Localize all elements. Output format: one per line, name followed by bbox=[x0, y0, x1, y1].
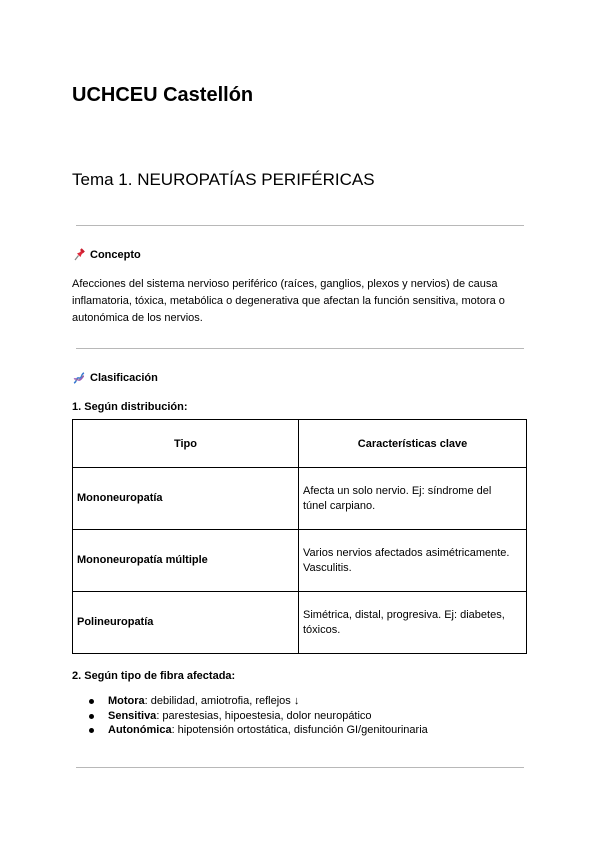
table-cell-tipo: Mononeuropatía múltiple bbox=[73, 530, 299, 592]
list-item-term: Motora bbox=[108, 695, 145, 707]
list-item-term: Autonómica bbox=[108, 724, 172, 736]
fibra-heading: 2. Según tipo de fibra afectada: bbox=[72, 670, 236, 682]
table-cell-caracteristicas bbox=[299, 468, 527, 530]
concepto-heading-label: Concepto bbox=[90, 249, 141, 261]
bullet-icon bbox=[89, 714, 94, 719]
divider bbox=[76, 225, 524, 226]
list-item-term: Sensitiva bbox=[108, 709, 157, 722]
paragraph-line: autonómica de los nervios. bbox=[72, 312, 203, 324]
distribucion-heading: 1. Según distribución: bbox=[72, 401, 188, 413]
table-cell-tipo: Mononeuropatía bbox=[73, 468, 299, 530]
list-item-desc: : debilidad, amiotrofia, reflejos ↓ bbox=[144, 695, 300, 707]
cell-line: Simétrica, distal, progresiva. Ej: diabetes, bbox=[303, 608, 505, 621]
table-row bbox=[73, 592, 527, 654]
cell-line: Vasculitis. bbox=[303, 561, 352, 574]
clasificacion-heading bbox=[72, 371, 158, 385]
cell-line: Varios nervios afectados asimétricamente. bbox=[303, 546, 510, 559]
divider bbox=[76, 767, 524, 768]
cell-line: Afecta un solo nervio. Ej: síndrome del bbox=[303, 484, 492, 497]
paragraph-line: Afecciones del sistema nervioso periférico (raíces, ganglios, plexos y nervios) de causa bbox=[72, 278, 498, 290]
table-row bbox=[73, 468, 527, 530]
pushpin-icon bbox=[72, 248, 86, 262]
cell-line: túnel carpiano. bbox=[303, 499, 376, 512]
table-header-row bbox=[73, 420, 527, 468]
table-header-caracteristicas: Características clave bbox=[299, 420, 527, 468]
table-cell-caracteristicas bbox=[299, 530, 527, 592]
document-title: UCHCEU Castellón bbox=[72, 84, 254, 106]
table-cell-tipo: Polineuropatía bbox=[73, 592, 299, 654]
bullet-icon bbox=[89, 699, 94, 704]
list-item-desc: : parestesias, hipoestesia, dolor neuropático bbox=[156, 709, 372, 722]
table-row bbox=[73, 530, 527, 592]
concepto-heading bbox=[72, 248, 141, 262]
clasificacion-heading-label: Clasificación bbox=[90, 372, 158, 384]
concepto-paragraph bbox=[72, 276, 528, 327]
fibra-list bbox=[86, 694, 428, 738]
table-header-tipo: Tipo bbox=[73, 420, 299, 468]
list-item bbox=[86, 694, 428, 709]
table-cell-caracteristicas bbox=[299, 592, 527, 654]
divider bbox=[76, 348, 524, 349]
dna-icon bbox=[72, 371, 86, 385]
topic-title: Tema 1. NEUROPATÍAS PERIFÉRICAS bbox=[72, 170, 375, 189]
list-item-desc: : hipotensión ortostática, disfunción GI/genitourinaria bbox=[171, 724, 428, 736]
distribucion-table bbox=[72, 419, 527, 654]
list-item bbox=[86, 709, 428, 724]
bullet-icon bbox=[89, 728, 94, 733]
cell-line: tóxicos. bbox=[303, 623, 341, 636]
paragraph-line: inflamatoria, tóxica, metabólica o degenerativa que afectan la función sensitiva, motora o bbox=[72, 295, 505, 307]
list-item bbox=[86, 723, 428, 738]
